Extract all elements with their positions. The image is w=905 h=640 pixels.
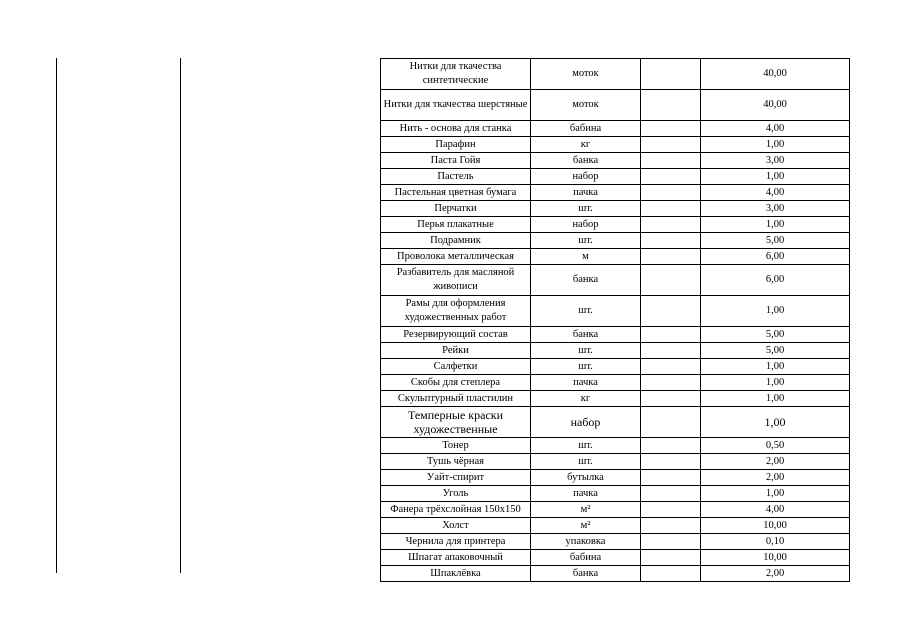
quantity-cell: 1,00 xyxy=(701,137,850,153)
item-name-cell: Чернила для принтера xyxy=(381,534,531,550)
unit-cell: бутылка xyxy=(531,470,641,486)
table-row xyxy=(381,217,850,233)
item-name-cell: Нить - основа для станка xyxy=(381,121,531,137)
empty-cell xyxy=(641,249,701,265)
unit-cell: шт. xyxy=(531,201,641,217)
table-row xyxy=(381,201,850,217)
supplies-table xyxy=(380,58,850,582)
empty-cell xyxy=(641,327,701,343)
item-name-cell: Резервирующий состав xyxy=(381,327,531,343)
table-row xyxy=(381,518,850,534)
empty-cell xyxy=(641,502,701,518)
unit-cell: шт. xyxy=(531,233,641,249)
quantity-cell: 1,00 xyxy=(701,486,850,502)
empty-cell xyxy=(641,359,701,375)
quantity-cell: 0,10 xyxy=(701,534,850,550)
quantity-cell: 1,00 xyxy=(701,217,850,233)
unit-cell: банка xyxy=(531,566,641,582)
quantity-cell: 0,50 xyxy=(701,438,850,454)
unit-cell: банка xyxy=(531,153,641,169)
unit-cell: банка xyxy=(531,327,641,343)
item-name-cell: Парафин xyxy=(381,137,531,153)
left-border-line-2 xyxy=(180,58,181,573)
empty-cell xyxy=(641,343,701,359)
empty-cell xyxy=(641,454,701,470)
quantity-cell: 5,00 xyxy=(701,343,850,359)
unit-cell: моток xyxy=(531,59,641,90)
empty-cell xyxy=(641,233,701,249)
empty-cell xyxy=(641,217,701,233)
table-row xyxy=(381,375,850,391)
quantity-cell: 10,00 xyxy=(701,550,850,566)
table-row xyxy=(381,502,850,518)
unit-cell: шт. xyxy=(531,359,641,375)
item-name-cell: Шпагат апаковочный xyxy=(381,550,531,566)
unit-cell: шт. xyxy=(531,296,641,327)
quantity-cell: 10,00 xyxy=(701,518,850,534)
item-name-cell: Перья плакатные xyxy=(381,217,531,233)
quantity-cell: 5,00 xyxy=(701,327,850,343)
unit-cell: бабина xyxy=(531,121,641,137)
unit-cell: пачка xyxy=(531,185,641,201)
item-name-cell: Салфетки xyxy=(381,359,531,375)
table-row xyxy=(381,249,850,265)
table-row xyxy=(381,233,850,249)
item-name-cell: Нитки для ткачества шерстяные xyxy=(381,90,531,121)
table-row xyxy=(381,169,850,185)
unit-cell: шт. xyxy=(531,438,641,454)
quantity-cell: 2,00 xyxy=(701,470,850,486)
left-border-line-1 xyxy=(56,58,57,573)
unit-cell: набор xyxy=(531,407,641,438)
quantity-cell: 4,00 xyxy=(701,185,850,201)
table-row xyxy=(381,470,850,486)
unit-cell: м xyxy=(531,249,641,265)
unit-cell: м² xyxy=(531,502,641,518)
quantity-cell: 1,00 xyxy=(701,169,850,185)
table-row xyxy=(381,343,850,359)
empty-cell xyxy=(641,169,701,185)
empty-cell xyxy=(641,407,701,438)
table-row xyxy=(381,566,850,582)
empty-cell xyxy=(641,137,701,153)
table-row xyxy=(381,296,850,327)
unit-cell: набор xyxy=(531,217,641,233)
item-name-cell: Шпаклёвка xyxy=(381,566,531,582)
empty-cell xyxy=(641,550,701,566)
quantity-cell: 40,00 xyxy=(701,59,850,90)
unit-cell: шт. xyxy=(531,454,641,470)
item-name-cell: Скульптурный пластилин xyxy=(381,391,531,407)
quantity-cell: 4,00 xyxy=(701,502,850,518)
quantity-cell: 40,00 xyxy=(701,90,850,121)
unit-cell: кг xyxy=(531,391,641,407)
table-row xyxy=(381,438,850,454)
quantity-cell: 3,00 xyxy=(701,201,850,217)
quantity-cell: 1,00 xyxy=(701,391,850,407)
item-name-cell: Рейки xyxy=(381,343,531,359)
unit-cell: набор xyxy=(531,169,641,185)
empty-cell xyxy=(641,375,701,391)
empty-cell xyxy=(641,59,701,90)
unit-cell: шт. xyxy=(531,343,641,359)
quantity-cell: 1,00 xyxy=(701,359,850,375)
empty-cell xyxy=(641,470,701,486)
quantity-cell: 3,00 xyxy=(701,153,850,169)
empty-cell xyxy=(641,486,701,502)
table-row xyxy=(381,327,850,343)
unit-cell: кг xyxy=(531,137,641,153)
quantity-cell: 2,00 xyxy=(701,454,850,470)
item-name-cell: Тонер xyxy=(381,438,531,454)
table-row xyxy=(381,90,850,121)
quantity-cell: 4,00 xyxy=(701,121,850,137)
table-row xyxy=(381,534,850,550)
unit-cell: банка xyxy=(531,265,641,296)
item-name-cell: Пастель xyxy=(381,169,531,185)
table-body xyxy=(381,59,850,582)
empty-cell xyxy=(641,153,701,169)
quantity-cell: 6,00 xyxy=(701,265,850,296)
item-name-cell: Перчатки xyxy=(381,201,531,217)
empty-cell xyxy=(641,265,701,296)
empty-cell xyxy=(641,90,701,121)
empty-cell xyxy=(641,438,701,454)
item-name-cell: Уайт-спирит xyxy=(381,470,531,486)
item-name-cell: Паста Гойя xyxy=(381,153,531,169)
quantity-cell: 1,00 xyxy=(701,296,850,327)
item-name-cell: Нитки для ткачества синтетические xyxy=(381,59,531,90)
table-row xyxy=(381,486,850,502)
item-name-cell: Тушь чёрная xyxy=(381,454,531,470)
unit-cell: пачка xyxy=(531,486,641,502)
table-row xyxy=(381,407,850,438)
quantity-cell: 6,00 xyxy=(701,249,850,265)
unit-cell: бабина xyxy=(531,550,641,566)
item-name-cell: Пастельная цветная бумага xyxy=(381,185,531,201)
item-name-cell: Уголь xyxy=(381,486,531,502)
unit-cell: моток xyxy=(531,90,641,121)
quantity-cell: 1,00 xyxy=(701,375,850,391)
item-name-cell: Рамы для оформления художественных работ xyxy=(381,296,531,327)
empty-cell xyxy=(641,566,701,582)
item-name-cell: Фанера трёхслойная 150х150 xyxy=(381,502,531,518)
empty-cell xyxy=(641,518,701,534)
item-name-cell: Скобы для степлера xyxy=(381,375,531,391)
unit-cell: м² xyxy=(531,518,641,534)
table-row xyxy=(381,550,850,566)
empty-cell xyxy=(641,201,701,217)
item-name-cell: Подрамник xyxy=(381,233,531,249)
empty-cell xyxy=(641,185,701,201)
table-row xyxy=(381,121,850,137)
empty-cell xyxy=(641,391,701,407)
quantity-cell: 5,00 xyxy=(701,233,850,249)
item-name-cell: Проволока металлическая xyxy=(381,249,531,265)
table-row xyxy=(381,185,850,201)
table-row xyxy=(381,137,850,153)
unit-cell: упаковка xyxy=(531,534,641,550)
table-row xyxy=(381,59,850,90)
empty-cell xyxy=(641,296,701,327)
table-row xyxy=(381,359,850,375)
item-name-cell: Разбавитель для масляной живописи xyxy=(381,265,531,296)
table-row xyxy=(381,454,850,470)
empty-cell xyxy=(641,534,701,550)
empty-cell xyxy=(641,121,701,137)
item-name-cell: Холст xyxy=(381,518,531,534)
table-row xyxy=(381,153,850,169)
unit-cell: пачка xyxy=(531,375,641,391)
item-name-cell: Темперные краски художественные xyxy=(381,407,531,438)
quantity-cell: 2,00 xyxy=(701,566,850,582)
table-row xyxy=(381,391,850,407)
quantity-cell: 1,00 xyxy=(701,407,850,438)
table-row xyxy=(381,265,850,296)
